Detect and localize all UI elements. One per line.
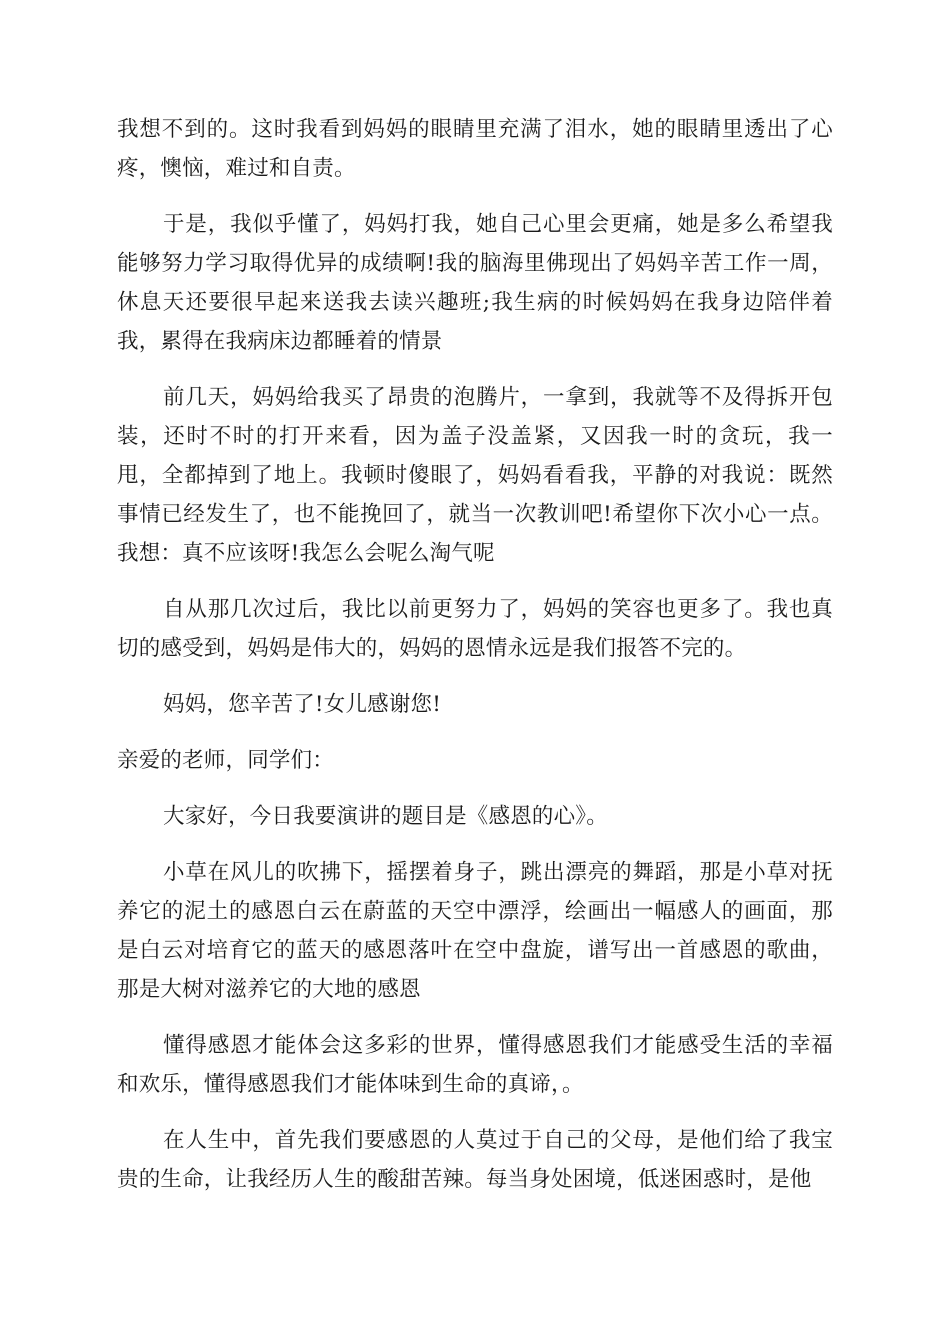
paragraph: 懂得感恩才能体会这多彩的世界，懂得感恩我们才能感受生活的幸福和欢乐，懂得感恩我们才能体味到生命的真谛，。 bbox=[117, 1033, 833, 1097]
body-text bbox=[117, 110, 833, 1216]
paragraph: 妈妈，您辛苦了!女儿感谢您! bbox=[163, 692, 442, 717]
paragraph: 于是，我似乎懂了，妈妈打我，她自己心里会更痛，她是多么希望我能够努力学习取得优异的成绩啊!我的脑海里佛现出了妈妈辛苦工作一周，休息天还要很早起来送我去读兴趣班;我生病的时候妈妈在我身边陪伴着我，累得在我病床边都睡着的情景 bbox=[117, 212, 833, 354]
paragraph: 大家好，今日我要演讲的题目是《感恩的心》。 bbox=[163, 804, 608, 829]
paragraph: 我想不到的。这时我看到妈妈的眼睛里充满了泪水，她的眼睛里透出了心疼，懊恼，难过和自责。 bbox=[117, 117, 833, 181]
salutation: 亲爱的老师，同学们： bbox=[117, 748, 335, 773]
paragraph: 在人生中，首先我们要感恩的人莫过于自己的父母，是他们给了我宝贵的生命，让我经历人生的酸甜苦辣。每当身处困境，低迷困惑时，是他 bbox=[117, 1128, 833, 1192]
paragraph: 小草在风儿的吹拂下，摇摆着身子，跳出漂亮的舞蹈，那是小草对抚养它的泥土的感恩白云在蔚蓝的天空中漂浮，绘画出一幅感人的画面，那是白云对培育它的蓝天的感恩落叶在空中盘旋，谱写出一首感恩的歌曲，那是大树对滋养它的大地的感恩 bbox=[117, 860, 833, 1002]
paragraph: 前几天，妈妈给我买了昂贵的泡腾片，一拿到，我就等不及得拆开包装，还时不时的打开来看，因为盖子没盖紧，又因我一时的贪玩，我一甩，全都掉到了地上。我顿时傻眼了，妈妈看看我，平静的对我说：既然事情已经发生了，也不能挽回了，就当一次教训吧!希望你下次小心一点。我想：真不应该呀!我怎么会呢么淘气呢 bbox=[117, 385, 833, 566]
paragraph: 自从那几次过后，我比以前更努力了，妈妈的笑容也更多了。我也真切的感受到，妈妈是伟大的，妈妈的恩情永远是我们报答不完的。 bbox=[117, 597, 833, 661]
